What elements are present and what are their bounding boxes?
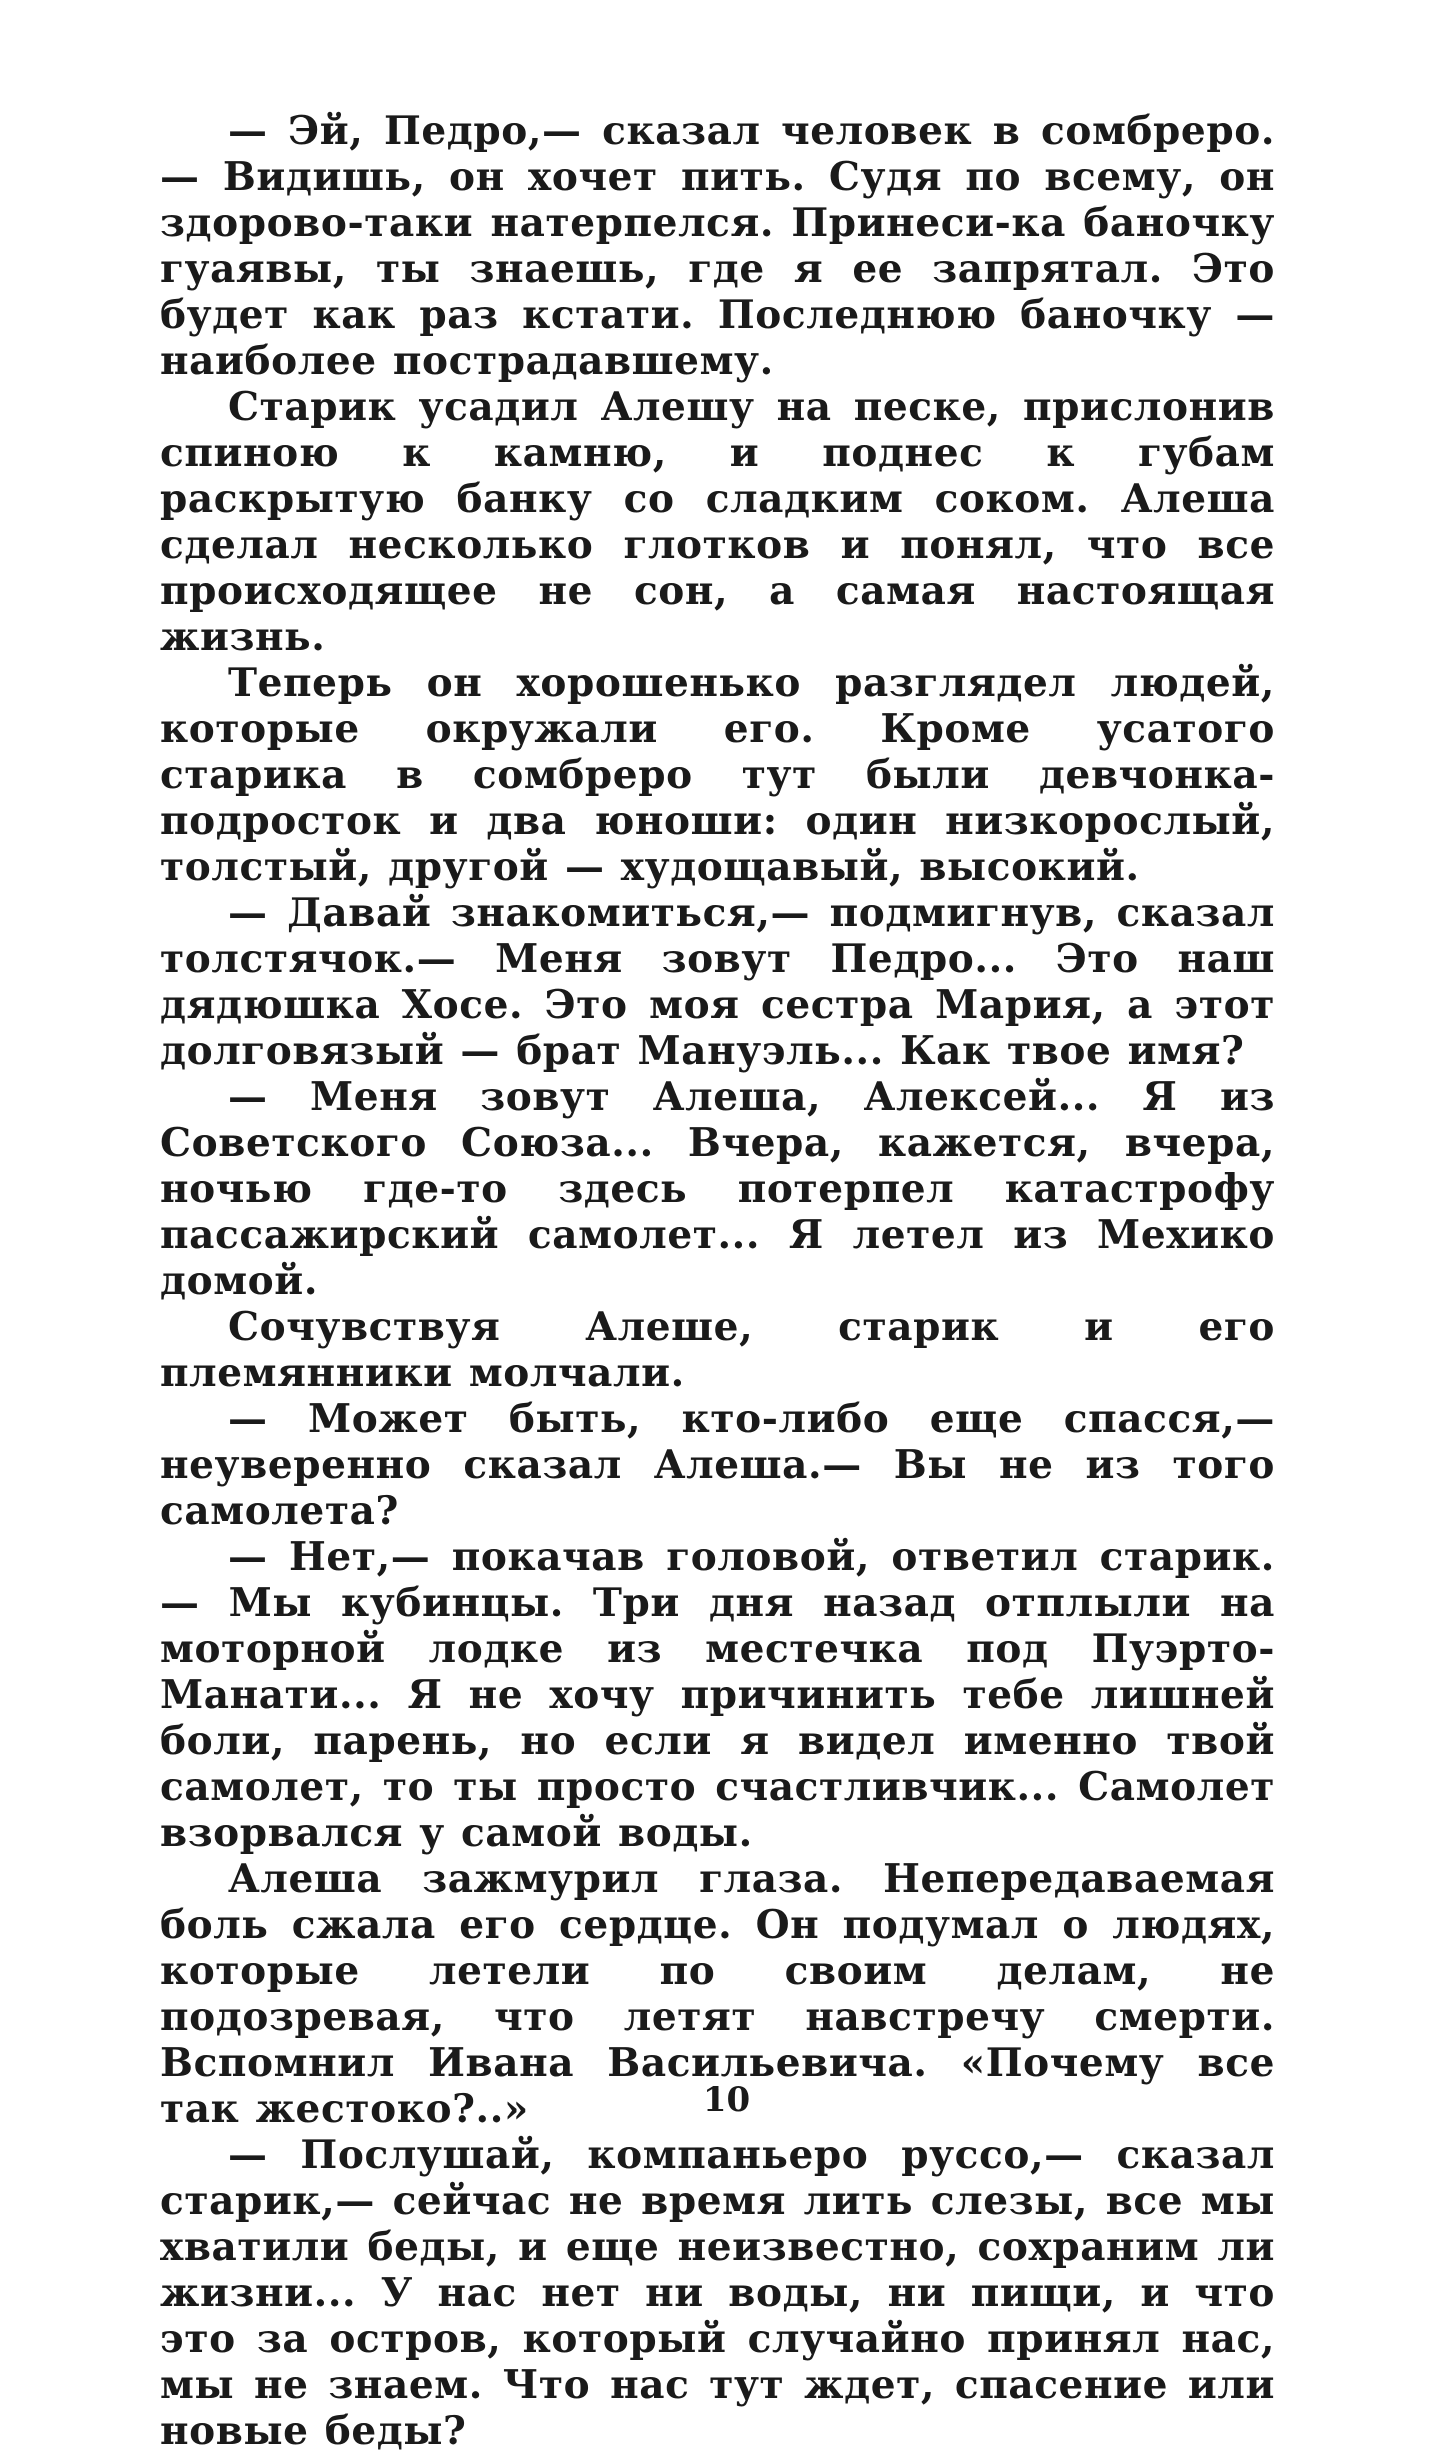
- paragraph: — Нет,— покачав головой, ответил старик.— Мы кубинцы. Три дня назад отплыли на моторной лодке из местечка под Пуэрто-Манати... Я не хочу причинить тебе лишней боли, парень, но если я видел именно твой самолет, то ты просто счастливчик... Самолет взорвался у самой воды.: [160, 1534, 1275, 1856]
- paragraph: Сочувствуя Алеше, старик и его племянники молчали.: [160, 1304, 1275, 1396]
- paragraph: — Эй, Педро,— сказал человек в сомбреро.— Видишь, он хочет пить. Судя по всему, он здорово-таки натерпелся. Принеси-ка баночку гуаявы, ты знаешь, где я ее запрятал. Это будет как раз кстати. Последнюю баночку — наиболее пострадавшему.: [160, 108, 1275, 384]
- paragraph: Алеша зажмурил глаза. Непередаваемая боль сжала его сердце. Он подумал о людях, которые летели по своим делам, не подозревая, что летят навстречу смерти. Вспомнил Ивана Васильевича. «Почему все так жестоко?..»: [160, 1856, 1275, 2132]
- paragraph: — Давай знакомиться,— подмигнув, сказал толстячок.— Меня зовут Педро... Это наш дядюшка Хосе. Это моя сестра Мария, а этот долговязый — брат Мануэль... Как твое имя?: [160, 890, 1275, 1074]
- paragraph: Теперь он хорошенько разглядел людей, которые окружали его. Кроме усатого старика в сомбреро тут были девчонка-подросток и два юноши: один низкорослый, толстый, другой — худощавый, высокий.: [160, 660, 1275, 890]
- paragraph: Старик усадил Алешу на песке, прислонив спиною к камню, и поднес к губам раскрытую банку со сладким соком. Алеша сделал несколько глотков и понял, что все происходящее не сон, а самая настоящая жизнь.: [160, 384, 1275, 660]
- paragraph: — Послушай, компаньеро руссо,— сказал старик,— сейчас не время лить слезы, все мы хватили беды, и еще неизвестно, сохраним ли жизни... У нас нет ни воды, ни пищи, и что это за остров, который случайно принял нас, мы не знаем. Что нас тут ждет, спасение или новые беды?: [160, 2132, 1275, 2454]
- paragraph: — Меня зовут Алеша, Алексей... Я из Советского Союза... Вчера, кажется, вчера, ночью где-то здесь потерпел катастрофу пассажирский самолет... Я летел из Мехико домой.: [160, 1074, 1275, 1304]
- page-number: 10: [702, 2080, 751, 2120]
- paragraph: — Может быть, кто-либо еще спасся,— неуверенно сказал Алеша.— Вы не из того самолета?: [160, 1396, 1275, 1534]
